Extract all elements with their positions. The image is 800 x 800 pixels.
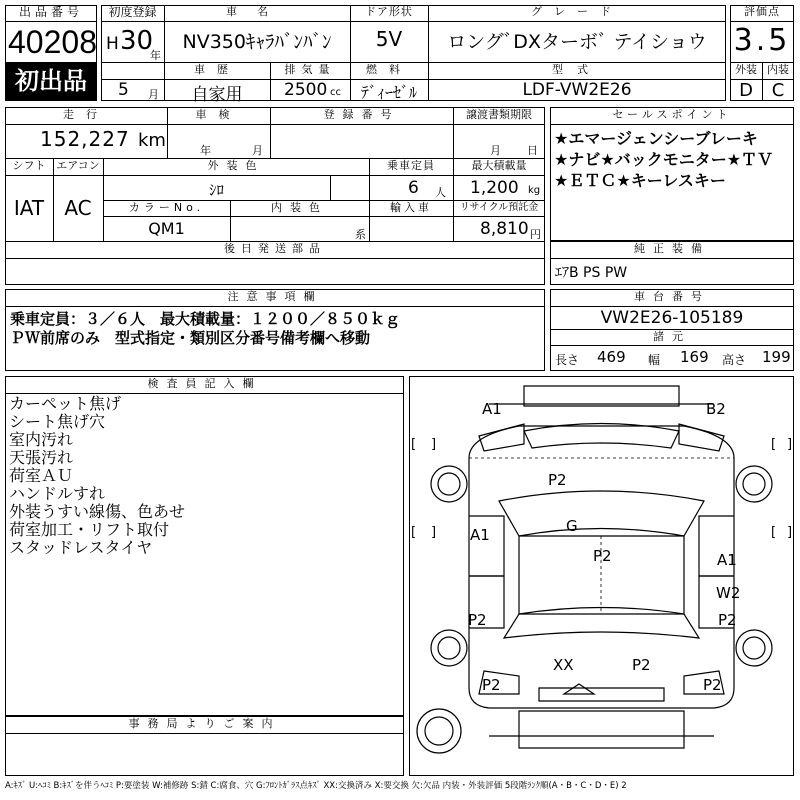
svg-text:[: [ bbox=[771, 525, 777, 540]
mark-xx-rear-left: XX bbox=[553, 656, 574, 674]
ext-color-label: 外装色 bbox=[207, 159, 265, 172]
genuine-equipment-value: ｴｱB PS PW bbox=[555, 265, 628, 281]
door-label: ドア形状 bbox=[365, 5, 413, 18]
front-left-wheel bbox=[431, 466, 467, 502]
mark-p2-rear-right: P2 bbox=[632, 656, 651, 674]
transfer-label: 譲渡書類期限 bbox=[466, 108, 532, 121]
car-name: NV350ｷｬﾗﾊﾞﾝﾊﾞﾝ bbox=[182, 31, 332, 53]
recycle-unit: 円 bbox=[530, 228, 541, 241]
capacity-label: 乗車定員 bbox=[387, 159, 435, 172]
svg-text:]: ] bbox=[787, 437, 793, 452]
mark-p2-left-bottom: P2 bbox=[482, 676, 501, 694]
mileage-value: 152,227 bbox=[40, 127, 130, 151]
color-no-label: カラーNo. bbox=[128, 201, 205, 214]
length-label: 長さ bbox=[555, 353, 580, 367]
inspector-note: 荷室加工・リフト取付 bbox=[9, 520, 170, 539]
inspector-note: 外装うすい線傷、色あせ bbox=[9, 502, 186, 521]
front-bumper-outline bbox=[524, 386, 679, 406]
rear-window-outline bbox=[504, 608, 699, 639]
dimensions-label: 諸元 bbox=[653, 330, 691, 343]
chassis-value: VW2E26-105189 bbox=[600, 308, 744, 328]
era-year: 30 bbox=[120, 26, 154, 56]
sales-points-label: セールスポイント bbox=[612, 108, 732, 121]
displacement-unit: cc bbox=[330, 87, 341, 98]
lot-number-label: 出品番号 bbox=[18, 5, 83, 19]
exterior-label: 外装 bbox=[735, 63, 757, 76]
era-letter: H bbox=[106, 34, 119, 54]
spare-wheel bbox=[417, 709, 461, 753]
transfer-month-unit: 月 bbox=[490, 144, 501, 157]
notes-label: 注意事項欄 bbox=[227, 290, 323, 303]
width-label: 幅 bbox=[648, 353, 661, 367]
capacity-value: 6 bbox=[408, 178, 419, 198]
transfer-day-unit: 日 bbox=[527, 144, 538, 157]
ac-label: エアコン bbox=[56, 159, 100, 172]
inspection-label: 車検 bbox=[195, 108, 242, 121]
displacement-label: 排気量 bbox=[284, 63, 336, 76]
inspector-note: 室内汚れ bbox=[9, 430, 74, 449]
int-color-label: 内装色 bbox=[271, 201, 328, 214]
body-outline bbox=[469, 426, 734, 708]
shift-value: IAT bbox=[13, 196, 45, 220]
height-value: 199 bbox=[762, 348, 791, 366]
mileage-label: 走行 bbox=[63, 108, 109, 121]
inspector-label: 検査員記入欄 bbox=[147, 377, 262, 390]
notes-line: ＰＷ前席のみ 型式指定・類別区分番号備考欄へ移動 bbox=[10, 329, 371, 347]
sales-point-line: ★エマージェンシーブレーキ bbox=[554, 129, 758, 148]
shift-label: シフト bbox=[12, 159, 46, 172]
rear-bumper-outline bbox=[539, 688, 664, 701]
score-value: 3.5 bbox=[733, 23, 791, 58]
rear-right-wheel bbox=[736, 630, 772, 666]
mark-g-windshield: G bbox=[566, 517, 578, 535]
later-parts-label: 後日発送部品 bbox=[224, 242, 326, 255]
plate-label: 登録番号 bbox=[323, 108, 400, 121]
grade-value: ロングﾞDXターボﾞ テイショウ bbox=[447, 31, 707, 53]
mark-a1-top-left: A1 bbox=[482, 400, 502, 418]
ac-value: AC bbox=[64, 196, 92, 220]
svg-text:[: [ bbox=[411, 437, 417, 452]
inspector-note: カーペット焦げ bbox=[9, 394, 122, 413]
width-value: 169 bbox=[680, 348, 709, 366]
lot-number: 40208 bbox=[8, 24, 97, 60]
int-color-unit: 系 bbox=[355, 228, 366, 241]
recycle-label: リサイクル預託金 bbox=[459, 202, 539, 213]
interior-grade: C bbox=[771, 80, 785, 101]
inspection-year-unit: 年 bbox=[200, 144, 211, 157]
inspector-note: 荷室ＡＵ bbox=[9, 466, 74, 485]
first-listing-text: 初出品 bbox=[15, 67, 87, 95]
month-unit: 月 bbox=[148, 88, 159, 101]
max-load-value: 1,200 bbox=[470, 178, 519, 198]
history-value: 自家用 bbox=[191, 85, 243, 105]
car-name-label: 車名 bbox=[226, 5, 288, 18]
sales-point-line: ★ＥＴＣ★キーレスキー bbox=[554, 171, 726, 190]
length-value: 469 bbox=[597, 348, 626, 366]
legend-text: A:ｷｽﾞ U:ﾍｺﾐ B:ｷｽﾞを伴うﾍｺﾐ P:要塗装 W:補修跡 S:錆 C:腐食、穴 G:ﾌﾛﾝﾄｶﾞﾗｽ点ｷｽﾞ XX:交換済み X:要交換 欠:欠品 内装・外装評価 5段階ﾗﾝｸ順(A・B・C・D・E) 2 bbox=[5, 781, 627, 791]
inspector-note: ハンドルすれ bbox=[9, 484, 106, 503]
door-value: 5V bbox=[375, 27, 403, 51]
history-label: 車歴 bbox=[194, 63, 240, 76]
ext-color-value: ｼﾛ bbox=[208, 181, 224, 199]
office-label: 事務局よりご案内 bbox=[128, 717, 281, 730]
notes-list bbox=[10, 310, 540, 348]
mark-p2-left-rear: P2 bbox=[468, 611, 487, 629]
inspection-month-unit: 月 bbox=[252, 144, 263, 157]
first-reg-label: 初度登録 bbox=[108, 5, 157, 19]
rear-left-wheel bbox=[431, 630, 467, 666]
mark-p2-hood: P2 bbox=[548, 471, 567, 489]
model-code-value: LDF-VW2E26 bbox=[522, 80, 632, 100]
chassis-label: 車台番号 bbox=[634, 290, 710, 303]
month-value: 5 bbox=[118, 80, 129, 100]
notes-line: 乗車定員：３／６人 最大積載量：１２００／８５０ｋｇ bbox=[10, 310, 401, 328]
grade-label: グレード bbox=[531, 5, 623, 18]
mark-p2-right-bottom: P2 bbox=[703, 676, 722, 694]
inspector-note: スタッドレスタイヤ bbox=[9, 538, 153, 557]
inspector-note: シート焦げ穴 bbox=[9, 412, 106, 431]
fuel-label: 燃料 bbox=[366, 63, 412, 76]
rear-step-outline bbox=[519, 711, 684, 748]
height-label: 高さ bbox=[722, 353, 747, 367]
genuine-equipment-label: 純正装備 bbox=[634, 242, 710, 255]
max-load-label: 最大積載量 bbox=[471, 159, 527, 172]
color-no-value: QM1 bbox=[148, 219, 185, 238]
inspector-list bbox=[9, 395, 399, 557]
mark-p2-roof: P2 bbox=[593, 547, 612, 565]
svg-text:[: [ bbox=[411, 525, 417, 540]
capacity-unit: 人 bbox=[435, 186, 446, 199]
score-label: 評価点 bbox=[744, 5, 780, 18]
displacement-value: 2500 bbox=[284, 80, 328, 100]
mark-w2-right: W2 bbox=[716, 584, 741, 602]
exterior-grade: D bbox=[739, 80, 753, 101]
front-right-wheel bbox=[736, 466, 772, 502]
sales-point-line: ★ナビ★バックモニター★ＴＶ bbox=[554, 150, 774, 169]
import-label: 輸入車 bbox=[390, 201, 432, 214]
year-unit: 年 bbox=[150, 49, 161, 62]
recycle-value: 8,810 bbox=[480, 219, 529, 239]
sales-points-list bbox=[554, 128, 792, 191]
model-code-label: 型式 bbox=[552, 63, 602, 76]
svg-text:]: ] bbox=[431, 525, 437, 540]
max-load-unit: kg bbox=[528, 185, 541, 196]
interior-label: 内装 bbox=[767, 63, 789, 76]
mark-a1-left-front: A1 bbox=[470, 526, 490, 544]
svg-text:]: ] bbox=[787, 525, 793, 540]
svg-text:[: [ bbox=[771, 437, 777, 452]
mileage-unit: km bbox=[138, 130, 166, 151]
windshield-outline bbox=[499, 491, 704, 536]
mark-p2-right-rear: P2 bbox=[718, 611, 737, 629]
inspector-note: 天張汚れ bbox=[9, 448, 74, 467]
svg-text:]: ] bbox=[431, 437, 437, 452]
car-outline-diagram bbox=[409, 376, 794, 776]
fuel-value: ﾃﾞｨｰｾﾞﾙ bbox=[360, 83, 417, 102]
mark-b2-top-right: B2 bbox=[706, 400, 726, 418]
mark-a1-right-front: A1 bbox=[717, 551, 737, 569]
